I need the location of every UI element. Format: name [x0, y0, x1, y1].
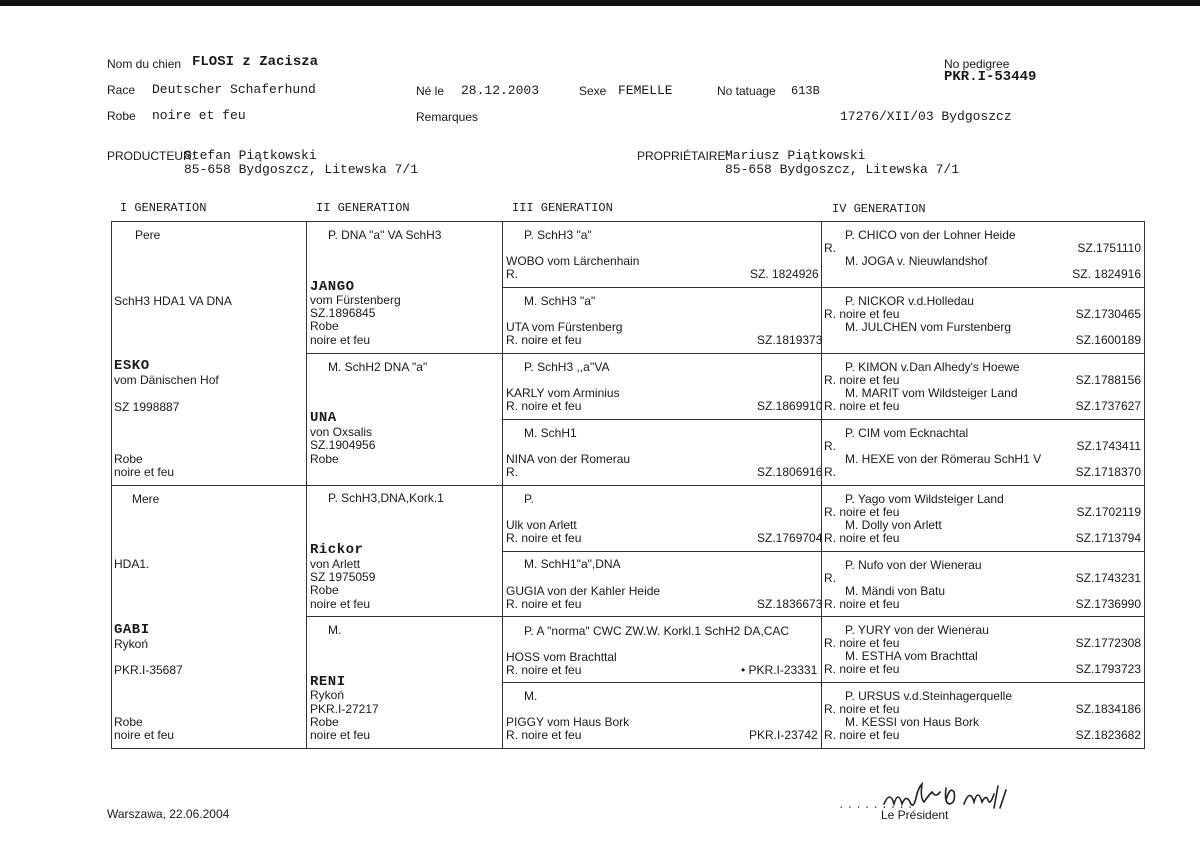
gen2-coat-label: Robe	[310, 452, 339, 466]
gen4-dam-name: M. ESTHA vom Brachttal	[845, 649, 978, 663]
coat-value: noire et feu	[152, 108, 246, 123]
sire-registration: SZ 1998887	[114, 400, 180, 414]
gen4-sire-coat: R.	[824, 439, 836, 453]
president-label: Le Président	[881, 808, 949, 822]
gen2-header: P. DNA "a" VA SchH3	[328, 228, 442, 242]
gen4-dam-coat: R. noire et feu	[824, 728, 900, 742]
gen2-name: JANGO	[310, 279, 355, 295]
gen2-kennel: von Oxsalis	[310, 425, 373, 439]
gen4-sire-registration: SZ.1730465	[1075, 307, 1141, 321]
gen4-dam-coat: R. noire et feu	[824, 399, 900, 413]
tattoo-value: 613B	[791, 84, 820, 98]
gen4-dam-registration: SZ.1793723	[1075, 662, 1141, 676]
gen3-header: M. SchH3 "a"	[524, 294, 596, 308]
gen4-dam-name: M. KESSI von Haus Bork	[845, 715, 980, 729]
gen4-sire-coat: R. noire et feu	[824, 373, 900, 387]
gen4-sire-name: P. YURY von der Wienerau	[845, 623, 989, 637]
gen4-dam-registration: SZ.1823682	[1075, 728, 1141, 742]
gen4-dam-registration: SZ.1718370	[1075, 465, 1141, 479]
gen2-coat-label: Robe	[310, 319, 339, 333]
gen3-registration: SZ.1806916	[757, 465, 823, 479]
gen2-coat-label: Robe	[310, 715, 339, 729]
dam-kennel: Rykoń	[114, 637, 149, 651]
dam-coat: noire et feu	[114, 728, 175, 742]
gen2-name: Rickor	[310, 542, 364, 558]
gen3-registration: SZ.1836673	[757, 597, 823, 611]
owner-address: 85-658 Bydgoszcz, Litewska 7/1	[725, 162, 960, 177]
gen3-header: M.	[524, 689, 538, 703]
gen4-dam-name: M. Mändi von Batu	[845, 584, 946, 598]
sex-value: FEMELLE	[618, 83, 673, 98]
gen4-sire-name: P. CHICO von der Lohner Heide	[845, 228, 1016, 242]
generation-header: I GENERATION	[120, 201, 207, 215]
gen3-header: P. A "norma" CWC ZW.W. Korkl.1 SchH2 DA,CAC	[524, 624, 790, 638]
scan-edge	[0, 0, 1200, 6]
sire-coat: noire et feu	[114, 465, 175, 479]
dog-name-label: Nom du chien	[107, 57, 182, 71]
gen3-coat: R. noire et feu	[506, 663, 582, 677]
gen2-registration: SZ 1975059	[310, 570, 376, 584]
pedigree-label: No pedigree	[944, 57, 1010, 71]
generation-header: III GENERATION	[512, 201, 613, 215]
generation-header: IV GENERATION	[832, 202, 926, 216]
gen4-sire-registration: SZ.1702119	[1076, 505, 1141, 519]
gen3-name: NINA von der Romerau	[506, 452, 631, 466]
gen4-sire-name: P. URSUS v.d.Steinhagerquelle	[845, 689, 1012, 703]
gen2-kennel: Rykoń	[310, 688, 345, 702]
gen4-dam-name: M. Dolly von Arlett	[845, 518, 942, 532]
gen2-registration: PKR.I-27217	[310, 702, 379, 716]
birth-date: 28.12.2003	[461, 83, 540, 98]
producer-address: 85-658 Bydgoszcz, Litewska 7/1	[184, 162, 419, 177]
sire-coat-label: Robe	[114, 452, 143, 466]
gen2-coat: noire et feu	[310, 728, 371, 742]
coat-label: Robe	[107, 109, 136, 123]
race-label: Race	[107, 83, 136, 97]
remarks-label: Remarques	[416, 110, 479, 124]
gen3-coat: R. noire et feu	[506, 333, 582, 347]
sire-titles: SchH3 HDA1 VA DNA	[114, 294, 232, 308]
gen4-sire-registration: SZ.1743231	[1075, 571, 1141, 585]
pedigree-number: PKR.I-53449	[944, 69, 1037, 85]
gen2-registration: SZ.1904956	[310, 438, 376, 452]
gen4-dam-coat: R.	[824, 465, 836, 479]
gen2-name: RENI	[310, 674, 346, 690]
dam-coat-label: Robe	[114, 715, 143, 729]
gen3-coat: R.	[506, 267, 518, 281]
producer-name: Stefan Piątkowski	[184, 148, 317, 163]
gen3-coat: R.	[506, 465, 518, 479]
dam-name: GABI	[114, 622, 150, 638]
dam-registration: PKR.I-35687	[114, 663, 183, 677]
gen3-name: HOSS vom Brachttal	[506, 650, 617, 664]
gen3-coat: R. noire et feu	[506, 597, 582, 611]
sire-kennel: vom Dänischen Hof	[114, 373, 219, 387]
gen4-sire-coat: R.	[824, 571, 836, 585]
gen4-sire-coat: R.	[824, 241, 836, 255]
gen4-sire-name: P. KIMON v.Dan Alhedy's Hoewe	[845, 360, 1020, 374]
gen4-dam-coat: R. noire et feu	[824, 662, 900, 676]
gen4-dam-registration: SZ.1736990	[1075, 597, 1141, 611]
tattoo-label: No tatuage	[717, 84, 776, 98]
gen3-name: UTA vom Fürstenberg	[506, 320, 623, 334]
gen3-header: M. SchH1	[524, 426, 577, 440]
gen2-kennel: von Arlett	[310, 557, 361, 571]
gen4-sire-coat: R. noire et feu	[824, 307, 900, 321]
gen2-coat-label: Robe	[310, 583, 339, 597]
gen4-sire-coat: R. noire et feu	[824, 505, 900, 519]
gen4-dam-coat: R. noire et feu	[824, 531, 900, 545]
gen3-coat: R. noire et feu	[506, 531, 582, 545]
gen2-header: M. SchH2 DNA "a"	[328, 360, 428, 374]
dam-titles: HDA1.	[114, 557, 150, 571]
gen4-dam-name: M. JOGA v. Nieuwlandshof	[845, 254, 988, 268]
gen3-registration: SZ.1769704	[757, 531, 823, 545]
place-date: Warszawa, 22.06.2004	[107, 807, 230, 821]
gen2-header: M.	[328, 623, 342, 637]
dog-name: FLOSI z Zacisza	[192, 54, 319, 70]
gen3-registration: SZ. 1824926	[750, 267, 819, 281]
gen3-coat: R. noire et feu	[506, 399, 582, 413]
gen3-name: WOBO vom Lärchenhain	[506, 254, 640, 268]
gen4-sire-name: P. Yago vom Wildsteiger Land	[845, 492, 1004, 506]
gen2-kennel: vom Fürstenberg	[310, 293, 401, 307]
gen3-header: M. SchH1"a",DNA	[524, 557, 621, 571]
gen3-name: PIGGY vom Haus Bork	[506, 715, 630, 729]
sire-name: ESKO	[114, 358, 150, 374]
gen4-sire-registration: SZ.1772308	[1075, 636, 1141, 650]
producer-label: PRODUCTEUR:	[107, 149, 196, 163]
gen2-name: UNA	[310, 410, 337, 426]
race-value: Deutscher Schaferhund	[152, 82, 316, 97]
owner-label: PROPRIÉTAIRE:	[637, 149, 729, 163]
gen4-dam-registration: SZ.1600189	[1075, 333, 1141, 347]
gen4-dam-registration: SZ.1713794	[1075, 531, 1141, 545]
gen4-sire-registration: SZ.1743411	[1076, 439, 1141, 453]
gen4-sire-registration: SZ.1834186	[1075, 702, 1141, 716]
signature-dots: .........	[838, 800, 916, 812]
gen3-registration: SZ.1869910	[757, 399, 823, 413]
gen3-name: GUGIA von der Kahler Heide	[506, 584, 661, 598]
gen4-sire-name: P. CIM vom Ecknachtal	[845, 426, 969, 440]
sex-label: Sexe	[579, 84, 607, 98]
gen4-dam-name: M. HEXE von der Römerau SchH1 V	[845, 452, 1042, 466]
gen4-dam-registration: SZ.1737627	[1075, 399, 1141, 413]
birth-label: Né le	[416, 84, 445, 98]
gen4-sire-registration: SZ.1751110	[1077, 241, 1141, 255]
gen3-registration: • PKR.I-23331	[741, 663, 818, 677]
gen2-coat: noire et feu	[310, 597, 371, 611]
gen3-header: P. SchH3 "a"	[524, 228, 592, 242]
gen4-sire-coat: R. noire et feu	[824, 702, 900, 716]
gen3-registration: PKR.I-23742	[749, 728, 818, 742]
gen3-header: P.	[524, 492, 534, 506]
gen3-header: P. SchH3 ,,a''VA	[524, 360, 610, 374]
gen4-sire-coat: R. noire et feu	[824, 636, 900, 650]
gen4-dam-registration: SZ. 1824916	[1072, 267, 1141, 281]
gen3-name: Ulk von Arlett	[506, 518, 577, 532]
dam-role: Mere	[132, 492, 160, 506]
gen2-coat: noire et feu	[310, 333, 371, 347]
gen4-dam-coat: R. noire et feu	[824, 597, 900, 611]
gen2-header: P. SchH3,DNA,Kork.1	[328, 491, 444, 505]
gen4-dam-name: M. JULCHEN vom Furstenberg	[845, 320, 1012, 334]
gen2-registration: SZ.1896845	[310, 306, 376, 320]
litter-reference: 17276/XII/03 Bydgoszcz	[840, 109, 1012, 124]
sire-role: Pere	[135, 228, 161, 242]
owner-name: Mariusz Piątkowski	[725, 148, 866, 163]
gen4-dam-name: M. MARIT vom Wildsteiger Land	[845, 386, 1018, 400]
generation-header: II GENERATION	[316, 201, 410, 215]
gen3-name: KARLY vom Arminius	[506, 386, 620, 400]
gen3-coat: R. noire et feu	[506, 728, 582, 742]
gen4-sire-registration: SZ.1788156	[1075, 373, 1141, 387]
gen4-sire-name: P. NICKOR v.d.Holledau	[845, 294, 974, 308]
gen3-registration: SZ.1819373	[757, 333, 823, 347]
gen4-sire-name: P. Nufo von der Wienerau	[845, 558, 982, 572]
